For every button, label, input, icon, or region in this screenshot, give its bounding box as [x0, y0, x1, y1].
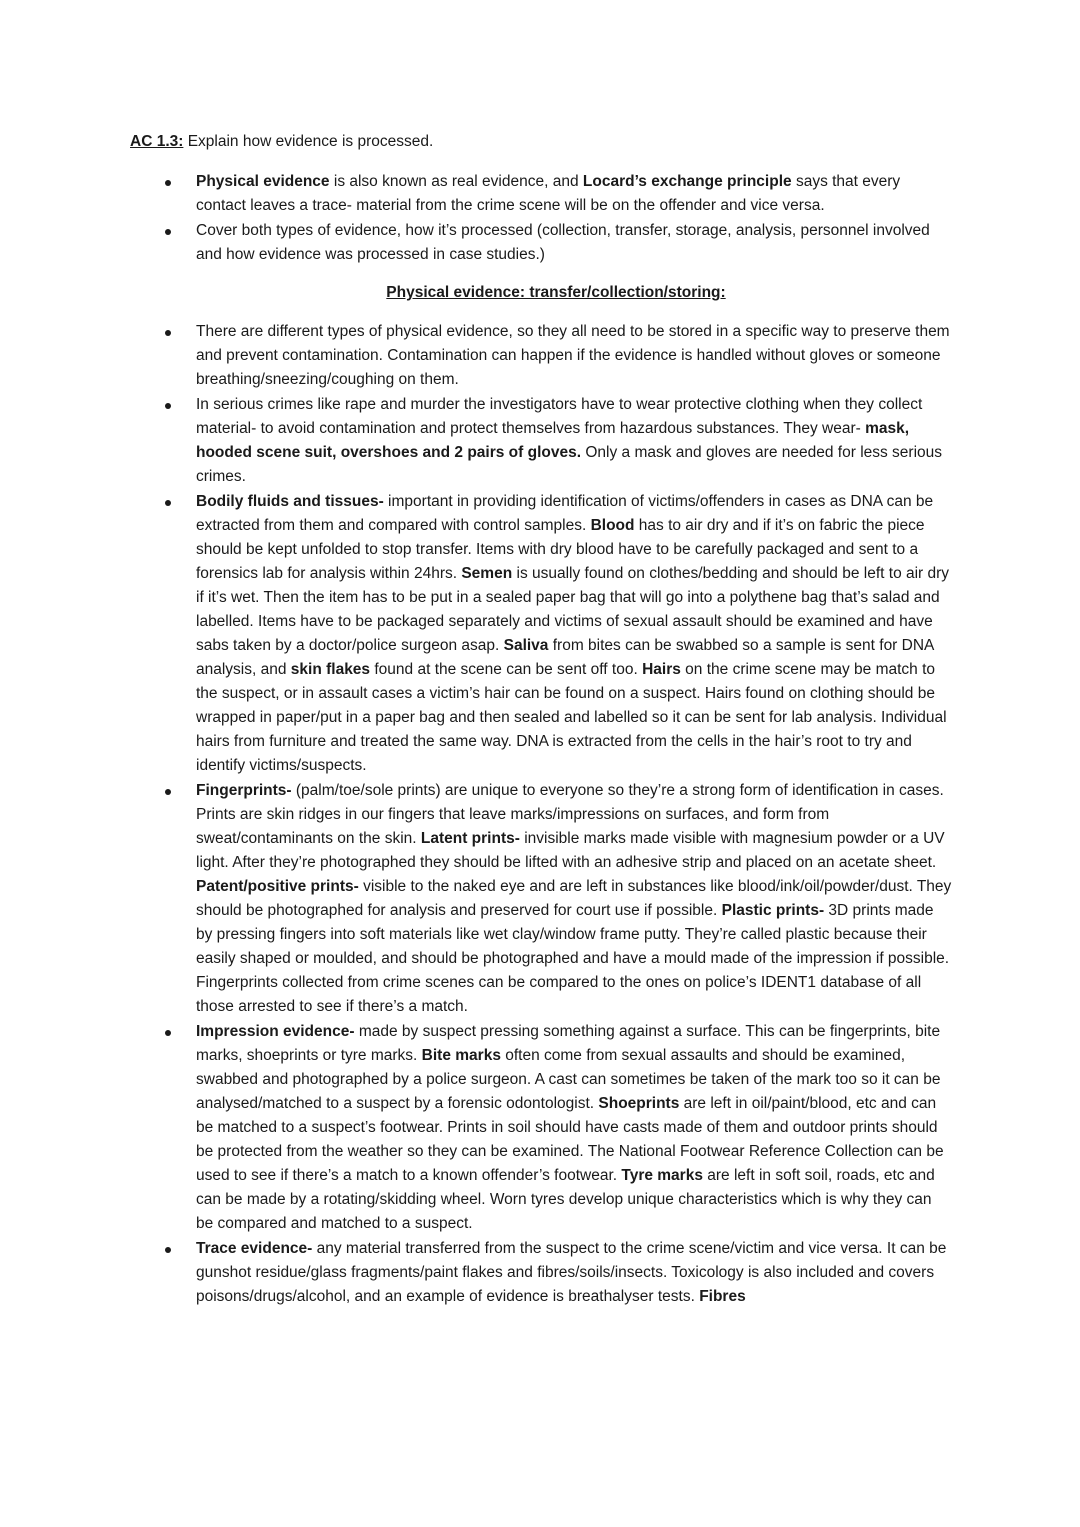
list-item — [0, 1237, 1080, 1309]
assessment-criterion-text: Explain how evidence is processed. — [183, 133, 434, 150]
body-text: are left in oil/paint/blood, etc and can be matched to a suspect’s footwear. Prints in soil should have casts made of them and outdoor prints should be protected from the weather so they can be examined. The National Footwear Reference Collection can be used to see if there’s a match to a known offender’s footwear. — [196, 1095, 944, 1184]
body-text: are left in soft soil, roads, etc and can be made by a rotating/skidding wheel. Worn tyres develop unique characteristics which is why they can be compared and matched to a suspect. — [196, 1167, 935, 1232]
bold-term: Plastic prints- — [721, 902, 825, 919]
physical-evidence-heading: Physical evidence: transfer/collection/storing: — [386, 284, 726, 301]
bold-term: Locard’s exchange principle — [582, 173, 792, 190]
body-text: invisible marks made visible with magnesium powder or a UV light. After they’re photographed they should be lifted with an adhesive strip and placed on an acetate sheet. — [196, 830, 945, 871]
body-text: from bites can be swabbed so a sample is sent for DNA analysis, and — [196, 637, 934, 678]
body-text: found at the scene can be sent off too. — [370, 661, 643, 678]
bullet-icon — [165, 1030, 171, 1036]
section-title — [130, 131, 433, 153]
body-text: There are different types of physical evidence, so they all need to be stored in a specific way to preserve them and prevent contamination. Contamination can happen if the evidence is handled without gloves or someone breathing/sneezing/coughing on them. — [196, 323, 950, 388]
bold-term: Saliva — [503, 637, 549, 654]
bold-term: Tyre marks — [621, 1167, 703, 1184]
bold-term: Physical evidence — [196, 173, 330, 190]
bullet-icon — [165, 403, 171, 409]
bold-term: Hairs — [642, 661, 681, 678]
bold-term: Fibres — [699, 1288, 746, 1305]
intro-bullet-list — [0, 170, 1080, 268]
bold-term: Latent prints- — [420, 830, 520, 847]
list-item — [0, 1020, 1080, 1236]
bold-term: Blood — [590, 517, 635, 534]
list-item — [0, 490, 1080, 778]
bullet-icon — [165, 500, 171, 506]
body-text: Only a mask and gloves are needed for less serious crimes. — [196, 444, 943, 485]
body-text: Cover both types of evidence, how it’s processed (collection, transfer, storage, analysis, personnel involved and how evidence was processed in case studies.) — [196, 222, 930, 263]
list-item — [0, 219, 1080, 267]
list-item — [0, 779, 1080, 1019]
bold-term: Trace evidence- — [196, 1240, 313, 1257]
bold-term: Fingerprints- — [196, 782, 292, 799]
body-text: is also known as real evidence, and — [329, 173, 583, 190]
assessment-criterion-label: AC 1.3: — [130, 133, 184, 150]
body-text: has to air dry and if it’s on fabric the piece should be kept unfolded to stop transfer. Items with dry blood have to be carefully packaged and sent to a forensics lab for analysis within 24hrs. — [196, 517, 925, 582]
bold-term: Bite marks — [421, 1047, 501, 1064]
body-text: 3D prints made by pressing fingers into soft materials like wet clay/window frame putty. They’re called plastic because their easily shaped or moulded, and should be photographed and have a mould made of the impression if possible. Fingerprints collected from crime scenes can be compared to the ones on police’s IDENT1 database of all those arrested to see if there’s a match. — [196, 902, 950, 1015]
bullet-icon — [165, 180, 171, 186]
bold-term: skin flakes — [290, 661, 371, 678]
body-text: is usually found on clothes/bedding and should be left to air dry if it’s wet. Then the item has to be put in a sealed paper bag that will go into a polythene bag that’s salad and labelled. Items have to be packaged separately and victims of sexual assault should be examined and have sabs taken by a doctor/police surgeon asap. — [196, 565, 950, 654]
bullet-icon — [165, 330, 171, 336]
body-text: any material transferred from the suspect to the crime scene/victim and vice versa. It can be gunshot residue/glass fragments/paint flakes and fibres/soils/insects. Toxicology is also included and covers poisons/drugs/alcohol, and an example of evidence is breathalyser tests. — [196, 1240, 947, 1305]
body-text: In serious crimes like rape and murder the investigators have to wear protective clothing when they collect material- to avoid contamination and protect themselves from hazardous substances. They wear- — [196, 396, 923, 437]
body-text: says that every contact leaves a trace- material from the crime scene will be on the offender and vice versa. — [196, 173, 901, 214]
body-text: on the crime scene may be match to the suspect, or in assault cases a victim’s hair can be found on a suspect. Hairs found on clothing should be wrapped in paper/put in a paper bag and then sealed and labelled so it can be sent for lab analysis. Individual hairs from furniture and treated the same way. DNA is extracted from the cells in the hair’s root to try and identify victims/suspects. — [196, 661, 947, 774]
bold-term: Patent/positive prints- — [196, 878, 359, 895]
bold-term: Semen — [461, 565, 513, 582]
bullet-icon — [165, 1247, 171, 1253]
list-item — [0, 320, 1080, 392]
main-bullet-list — [0, 320, 1080, 1310]
list-item — [0, 393, 1080, 489]
body-text: important in providing identification of victims/offenders in cases as DNA can be extracted from them and compared with control samples. — [196, 493, 934, 534]
bold-term: Impression evidence- — [196, 1023, 355, 1040]
bullet-icon — [165, 789, 171, 795]
bold-term: mask, hooded scene suit, overshoes and 2 pairs of gloves. — [196, 420, 910, 461]
body-text: often come from sexual assaults and should be examined, swabbed and photographed by a police surgeon. A cast can sometimes be taken of the mark too so it can be analysed/matched to a suspect by a forensic odontologist. — [196, 1047, 941, 1112]
list-item — [0, 170, 1080, 218]
body-text: (palm/toe/sole prints) are unique to everyone so they’re a strong form of identification in cases. Prints are skin ridges in our fingers that leave marks/impressions on surfaces, and form from sweat/contaminants on the skin. — [196, 782, 944, 847]
bold-term: Shoeprints — [598, 1095, 680, 1112]
body-text: visible to the naked eye and are left in substances like blood/ink/oil/powder/dust. They should be photographed for analysis and preserved for court use if possible. — [196, 878, 952, 919]
bold-term: Bodily fluids and tissues- — [196, 493, 384, 510]
body-text: made by suspect pressing something against a surface. This can be fingerprints, bite marks, shoeprints or tyre marks. — [196, 1023, 941, 1064]
bullet-icon — [165, 229, 171, 235]
